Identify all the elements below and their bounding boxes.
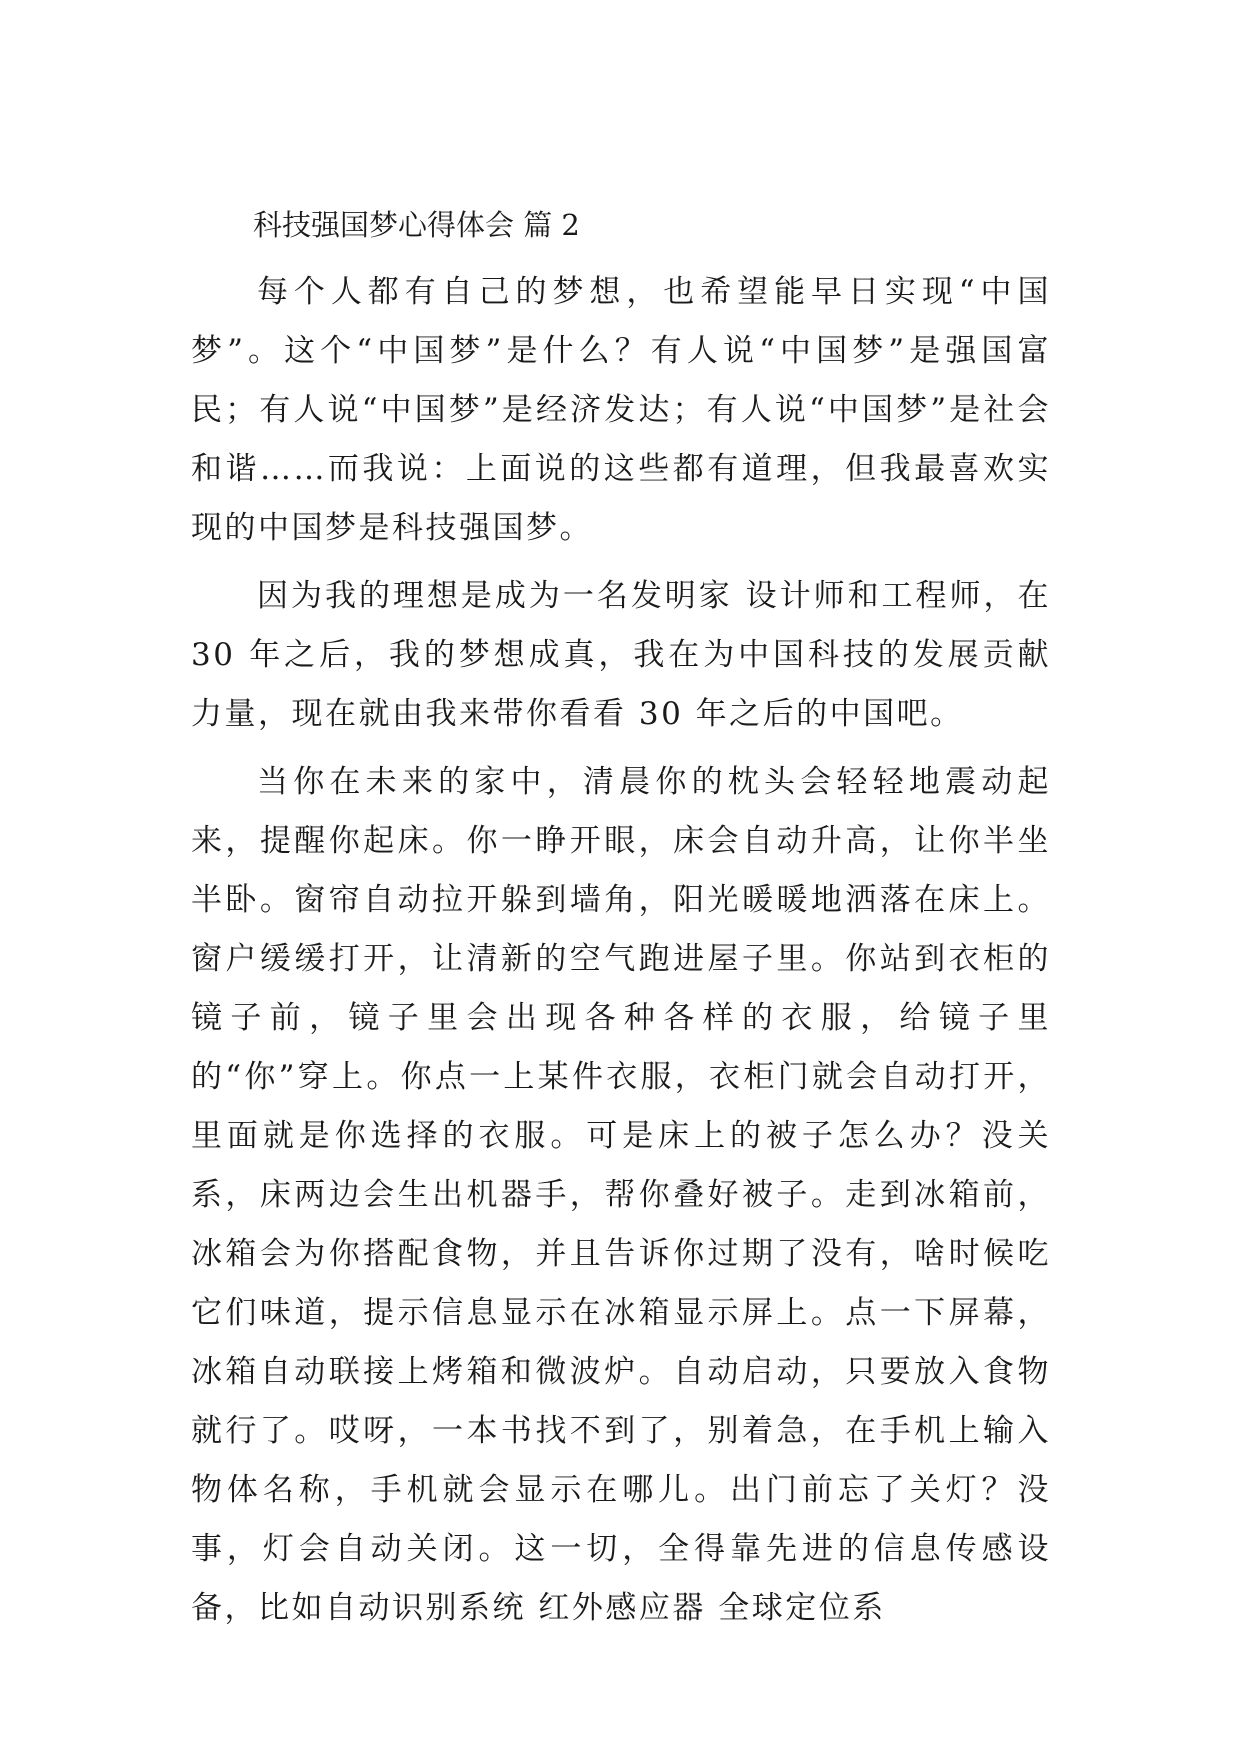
paragraph-1: 每个人都有自己的梦想，也希望能早日实现“中国梦”。这个“中国梦”是什么？有人说“中国梦”是强国富民；有人说“中国梦”是经济发达；有人说“中国梦”是社会和谐……而我说：上面说的这些都有道理，但我最喜欢实现的中国梦是科技强国梦。 [191,274,1051,546]
document-body [191,205,1051,1638]
paragraph-3: 当你在未来的家中，清晨你的枕头会轻轻地震动起来，提醒你起床。你一睁开眼，床会自动升高，让你半坐半卧。窗帘自动拉开躲到墙角，阳光暖暖地洒落在床上。窗户缓缓打开，让清新的空气跑进屋子里。你站到衣柜的镜子前，镜子里会出现各种各样的衣服，给镜子里的“你”穿上。你点一上某件衣服，衣柜门就会自动打开，里面就是你选择的衣服。可是床上的被子怎么办？没关系，床两边会生出机器手，帮你叠好被子。走到冰箱前，冰箱会为你搭配食物，并且告诉你过期了没有，啥时候吃它们味道，提示信息显示在冰箱显示屏上。点一下屏幕，冰箱自动联接上烤箱和微波炉。自动启动，只要放入食物就行了。哎呀，一本书找不到了，别着急，在手机上输入物体名称，手机就会显示在哪儿。出门前忘了关灯？没事，灯会自动关闭。这一切，全得靠先进的信息传感设备，比如自动识别系统 红外感应器 全球定位系 [191,764,1051,1626]
section-heading: 科技强国梦心得体会 篇 2 [253,208,580,242]
paragraph-2: 因为我的理想是成为一名发明家 设计师和工程师，在30 年之后，我的梦想成真，我在为中国科技的发展贡献力量，现在就由我来带你看看 30 年之后的中国吧。 [191,578,1051,732]
